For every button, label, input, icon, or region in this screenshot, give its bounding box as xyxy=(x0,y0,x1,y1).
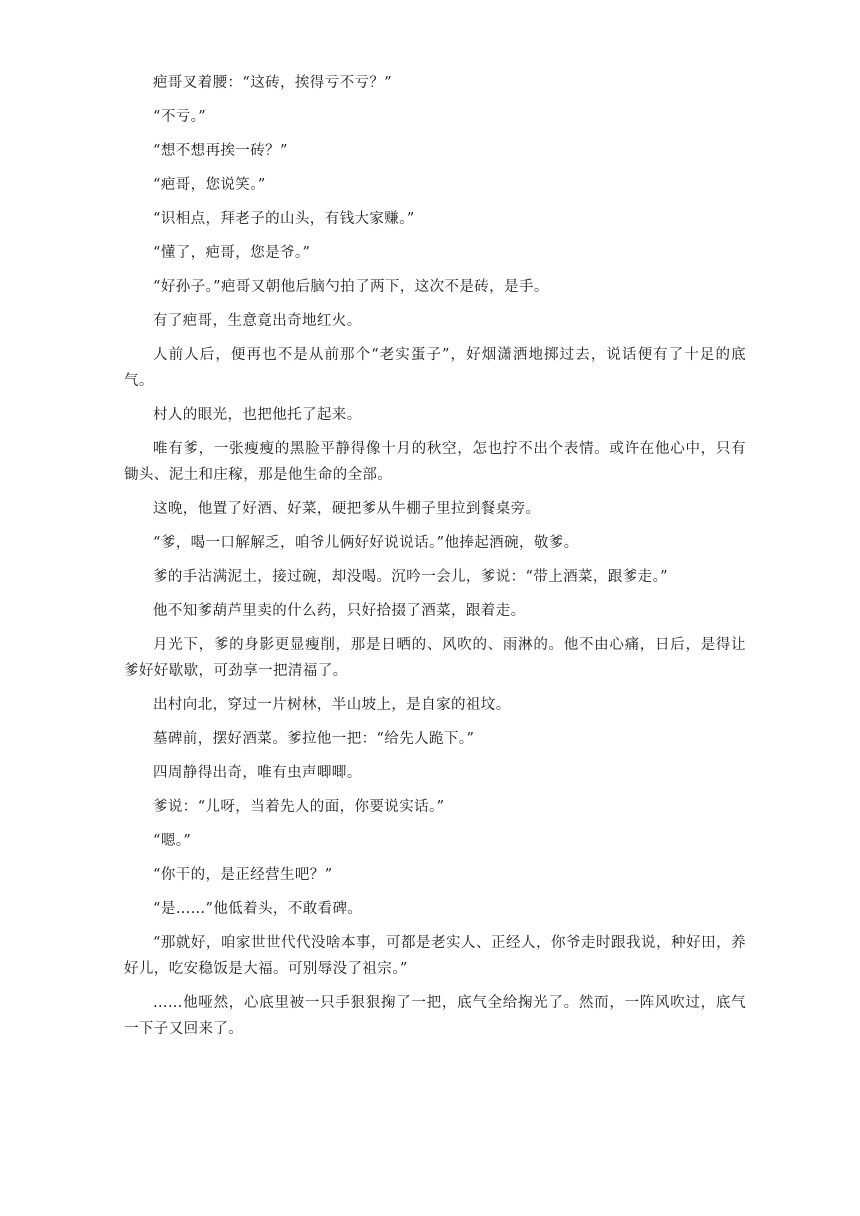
paragraph-8: 有了疤哥，生意竟出奇地红火。 xyxy=(153,313,362,329)
paragraph-22: “你干的，是正经营生吧？” xyxy=(153,867,333,883)
paragraph-21: “嗯。” xyxy=(153,833,192,849)
paragraph-6: “懂了，疤哥，您是爷。” xyxy=(153,245,311,261)
paragraph-13: “爹，喝一口解解乏，咱爷儿俩好好说说话。”他捧起酒碗，敬爹。 xyxy=(153,535,579,551)
paragraph-23: “是……”他低着头，不敢看碑。 xyxy=(153,901,363,917)
paragraph-2: “不亏。” xyxy=(153,109,207,125)
paragraph-7: “好孙子。”疤哥又朝他后脑勺拍了两下，这次不是砖，是手。 xyxy=(153,279,549,295)
paragraph-12: 这晚，他置了好酒、好菜，硬把爹从牛棚子里拉到餐桌旁。 xyxy=(153,501,541,517)
paragraph-4: “疤哥，您说笑。” xyxy=(153,177,266,193)
paragraph-15: 他不知爹葫芦里卖的什么药，只好拾掇了酒菜，跟着走。 xyxy=(153,603,526,619)
paragraph-25: ……他哑然，心底里被一只手狠狠掬了一把，底气全给掬光了。然而，一阵风吹过，底气一下子又回来了。 xyxy=(124,995,746,1037)
paragraph-18: 墓碑前，摆好酒菜。爹拉他一把：“给先人跪下。” xyxy=(153,731,475,747)
paragraph-10: 村人的眼光，也把他托了起来。 xyxy=(153,407,362,423)
paragraph-20: 爹说：“儿呀，当着先人的面，你要说实话。” xyxy=(153,799,445,815)
paragraph-16: 月光下，爹的身影更显瘦削，那是日晒的、风吹的、雨淋的。他不由心痛，日后，是得让爹好好歇歇，可劲享一把清福了。 xyxy=(124,637,746,679)
paragraph-1: 疤哥叉着腰：“这砖，挨得亏不亏？” xyxy=(153,75,393,91)
paragraph-3: “想不想再挨一砖？” xyxy=(153,143,288,159)
paragraph-11: 唯有爹，一张瘦瘦的黑脸平静得像十月的秋空，怎也拧不出个表情。或许在他心中，只有锄头、泥土和庄稼，那是他生命的全部。 xyxy=(124,441,746,483)
paragraph-24: “那就好，咱家世世代代没啥本事，可都是老实人、正经人，你爷走时跟我说，种好田，养好儿，吃安稳饭是大福。可别辱没了祖宗。” xyxy=(124,935,746,977)
paragraph-9: 人前人后，便再也不是从前那个“老实蛋子”，好烟潇洒地掷过去，说话便有了十足的底气。 xyxy=(124,347,746,389)
paragraph-19: 四周静得出奇，唯有虫声唧唧。 xyxy=(153,765,362,781)
paragraph-14: 爹的手沾满泥土，接过碗，却没喝。沉吟一会儿，爹说：“带上酒菜，跟爹走。” xyxy=(153,569,668,585)
paragraph-5: “识相点，拜老子的山头，有钱大家赚。” xyxy=(153,211,415,227)
paragraph-17: 出村向北，穿过一片树林，半山坡上，是自家的祖坟。 xyxy=(153,697,511,713)
